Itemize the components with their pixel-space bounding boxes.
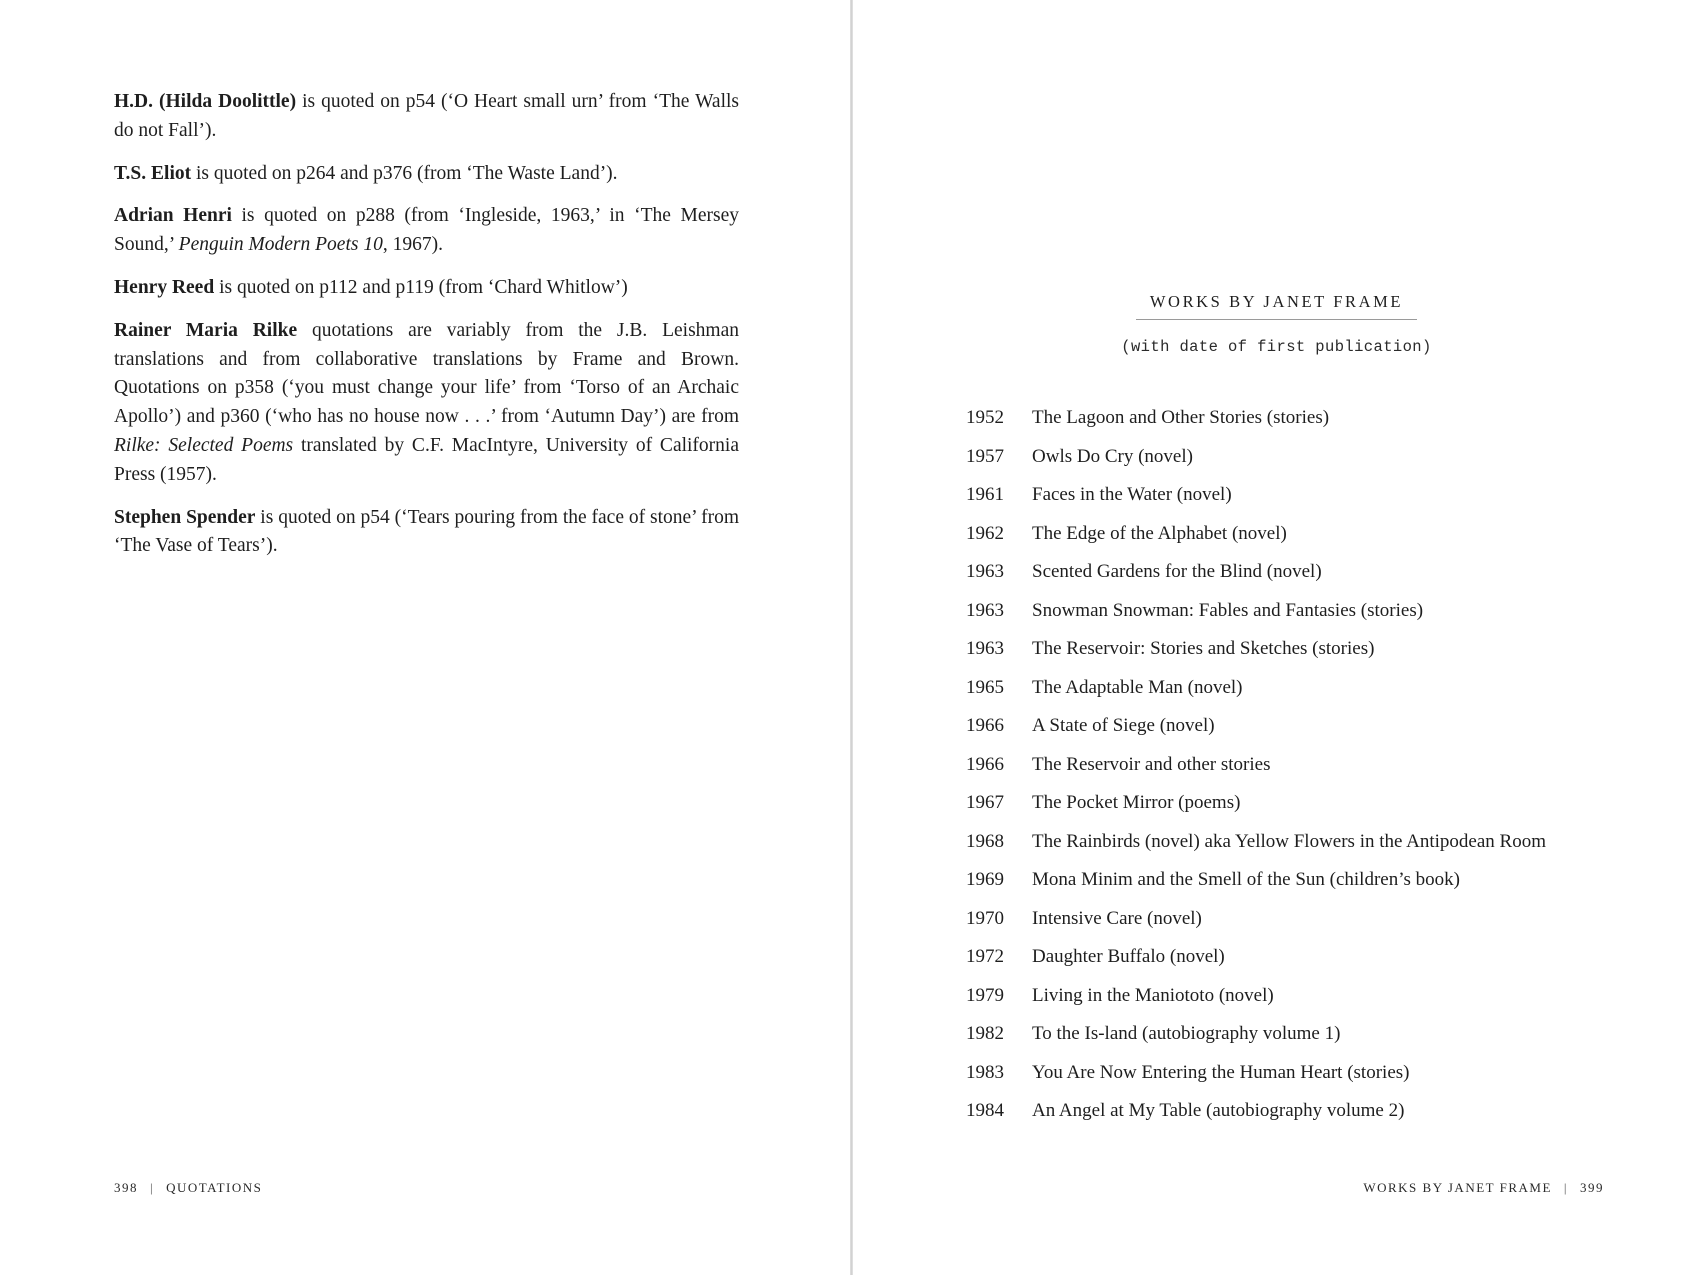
work-year: 1983 [966, 1061, 1004, 1083]
work-title: Mona Minim and the Smell of the Sun (children’s book) [1032, 869, 1460, 890]
quote-text: is quoted on p112 and p119 (from ‘Chard Whitlow’) [214, 276, 628, 298]
quote-text: is quoted on p54 (‘O Heart small urn’ from ‘The Walls do not Fall’). [114, 91, 739, 141]
quoted-author: Henry Reed [114, 276, 215, 298]
work-year: 1982 [966, 1023, 1004, 1044]
work-title: The Pocket Mirror (poems) [1032, 792, 1241, 813]
work-title: Owls Do Cry (novel) [1032, 445, 1193, 467]
work-year: 1963 [966, 599, 1004, 621]
work-title: The Adaptable Man (novel) [1032, 676, 1243, 698]
quote-text: quotations are variably from the J.B. Leishman translations and from collaborative translations by Frame and Brown. Quotations on p358 (‘you must change your life’ from ‘Torso of an Archaic Apollo’) and p360 (‘who has no house now . . .’ from ‘Autumn Day’) are from [114, 319, 739, 428]
list-item [966, 674, 1686, 713]
list-item [966, 1097, 1686, 1136]
work-title: You Are Now Entering the Human Heart (stories) [1032, 1061, 1410, 1083]
work-year: 1969 [966, 869, 1004, 890]
work-year: 1952 [966, 407, 1004, 428]
list-item [966, 443, 1686, 482]
work-year: 1957 [966, 445, 1004, 467]
quote-entry [114, 160, 739, 189]
work-year: 1984 [966, 1100, 1004, 1121]
work-title: Daughter Buffalo (novel) [1032, 946, 1225, 967]
quote-entry [114, 274, 739, 303]
list-item [966, 982, 1686, 1021]
quote-text: is quoted on p288 (from ‘Ingleside, 1963,’ in ‘The Mersey Sound,’ [114, 205, 739, 256]
work-title: The Rainbirds (novel) aka Yellow Flowers in the Antipodean Room [1032, 830, 1546, 852]
quote-text-after: translated by C.F. MacIntyre, University of California Press (1957). [114, 434, 739, 485]
footer-separator: | [1563, 1180, 1568, 1195]
work-year: 1979 [966, 984, 1004, 1006]
quoted-author: Adrian Henri [114, 205, 232, 227]
work-year: 1965 [966, 676, 1004, 698]
quote-italic-title: Rilke: Selected Poems [114, 434, 294, 456]
quote-italic-title: Penguin Modern Poets 10 [178, 234, 383, 256]
work-year: 1967 [966, 792, 1004, 813]
work-title: The Edge of the Alphabet (novel) [1032, 522, 1287, 544]
list-item [966, 1020, 1686, 1059]
work-title: A State of Siege (novel) [1032, 715, 1215, 736]
list-item [966, 558, 1686, 597]
footer-separator: | [150, 1180, 155, 1195]
list-item [966, 905, 1686, 944]
list-item [966, 1059, 1686, 1098]
work-title: To the Is-land (autobiography volume 1) [1032, 1023, 1341, 1044]
works-heading [853, 292, 1700, 320]
running-head: WORKS BY JANET FRAME [1363, 1180, 1552, 1195]
quoted-author: T.S. Eliot [114, 162, 192, 184]
list-item [966, 828, 1686, 867]
quotations-list [114, 88, 739, 575]
work-year: 1970 [966, 907, 1004, 929]
list-item [966, 712, 1686, 751]
work-year: 1961 [966, 484, 1004, 505]
work-title: Snowman Snowman: Fables and Fantasies (stories) [1032, 599, 1424, 621]
page-title: WORKS BY JANET FRAME [1136, 292, 1417, 320]
left-page-footer [114, 1180, 262, 1196]
work-title: Living in the Maniototo (novel) [1032, 984, 1274, 1006]
work-year: 1966 [966, 715, 1004, 736]
quote-text-after: , 1967). [382, 234, 443, 256]
list-item [966, 943, 1686, 982]
quote-entry [114, 202, 739, 260]
list-item [966, 520, 1686, 559]
running-head: QUOTATIONS [166, 1180, 263, 1195]
list-item [966, 597, 1686, 636]
work-title: The Reservoir: Stories and Sketches (stories) [1032, 638, 1375, 659]
quoted-author: H.D. (Hilda Doolittle) [114, 91, 297, 112]
page-number: 398 [114, 1180, 138, 1195]
page-subtitle: (with date of first publication) [1121, 338, 1432, 356]
work-title: Intensive Care (novel) [1032, 907, 1202, 929]
quoted-author: Stephen Spender [114, 506, 256, 528]
work-year: 1966 [966, 753, 1004, 775]
work-title: The Lagoon and Other Stories (stories) [1032, 407, 1330, 428]
work-year: 1972 [966, 946, 1004, 967]
list-item [966, 481, 1686, 520]
list-item [966, 866, 1686, 905]
right-page [853, 0, 1700, 1275]
quote-entry [114, 317, 739, 490]
work-title: Faces in the Water (novel) [1032, 484, 1232, 505]
quoted-author: Rainer Maria Rilke [114, 319, 298, 341]
list-item [966, 751, 1686, 790]
work-title: The Reservoir and other stories [1032, 753, 1271, 775]
list-item [966, 635, 1686, 674]
quote-text: is quoted on p264 and p376 (from ‘The Waste Land’). [191, 162, 618, 184]
work-year: 1963 [966, 561, 1004, 582]
work-year: 1963 [966, 638, 1004, 659]
work-year: 1962 [966, 522, 1004, 544]
works-list [966, 404, 1686, 1136]
list-item [966, 404, 1686, 443]
right-page-footer [1363, 1180, 1604, 1196]
work-year: 1968 [966, 830, 1004, 852]
page-number: 399 [1580, 1180, 1604, 1195]
list-item [966, 789, 1686, 828]
work-title: An Angel at My Table (autobiography volume 2) [1032, 1100, 1405, 1121]
quote-text: is quoted on p54 (‘Tears pouring from the face of stone’ from ‘The Vase of Tears’). [114, 506, 740, 557]
work-title: Scented Gardens for the Blind (novel) [1032, 561, 1322, 582]
quote-entry [114, 504, 739, 562]
quote-entry [114, 88, 739, 146]
